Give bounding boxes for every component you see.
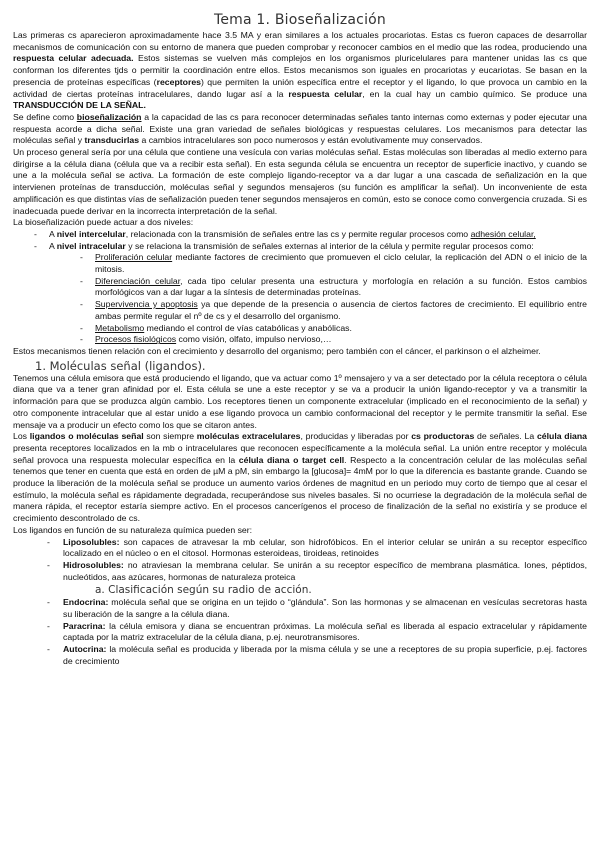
bullet-dash: - <box>47 597 50 608</box>
bullet-dash: - <box>80 334 83 345</box>
item-text: , relacionada con la transmisión de señales entre las cs y permite regular procesos como <box>125 228 471 239</box>
bullet-dash: - <box>47 620 50 631</box>
paragraph-text: presenta receptores localizados en la mb o intracelulares que reconocen específicamente a la molécula señal. La unión entre receptor y molécula señal provoca una respuesta molecular específica en la <box>13 442 587 465</box>
item-term: Liposolubles: <box>63 536 120 547</box>
list-item <box>13 229 587 241</box>
intro-text: Estos sistemas se vuelven más complejos en los organismos pluricelulares para mantener unidas las cs que conforman los diferentes tjds o permitir la coordinación entre ellos. Estos mecanismos son iguales en procariotas y eucariotas. Se basan en la presencia de proteínas específicas ( <box>13 53 587 87</box>
intro-emphasis: TRANSDUCCIÓN DE LA SEÑAL. <box>13 100 146 111</box>
item-text: molécula señal que se origina en un tejido o “glándula”. Son las hormonas y se almacenan en vesículas secretoras hasta su liberación de la sangre a la célula diana. <box>63 597 587 620</box>
item-text: ya que depende de la presencia o ausencia de ciertos factores de crecimiento. El equilibrio entre ambas permite regular el nº de cs y el desarrollo del organismo. <box>95 299 587 321</box>
list-item <box>13 276 587 299</box>
item-text: , cada tipo celular presenta una estructura y morfología en relación a su función. Estos cambios morfológicos van a dar lugar a la síntesis de determinadas proteínas. <box>95 275 587 298</box>
intro-emphasis: respuesta celular adecuada. <box>13 53 134 64</box>
list-item <box>13 644 587 667</box>
bullet-dash: - <box>34 240 37 251</box>
item-text: no atraviesan la membrana celular. Se unirán a su receptor específico de membrana plasmática. Iones, péptidos, nucleótidos, aas azúcares, hormonas de naturaleza proteica <box>63 559 587 582</box>
paragraph-text: Los <box>13 431 30 442</box>
item-text: la célula emisora y diana se encuentran próximas. La molécula señal es liberada al espacio extracelular y rápidamente captada por la matriz extracelular de la célula diana, p.ej. neurotransmisores. <box>63 620 587 643</box>
intro-emphasis: receptores <box>156 76 201 87</box>
section-heading: 1. Moléculas señal (ligandos). <box>35 358 206 373</box>
list-item <box>13 241 587 253</box>
item-text: y se relaciona la transmisión de señales externas al interior de la célula y permite regular procesos como: <box>125 240 534 251</box>
levels-list <box>13 229 587 252</box>
item-term: nivel intracelular <box>56 240 126 251</box>
item-text: A <box>49 228 57 239</box>
paragraph-emphasis: moléculas extracelulares <box>196 431 301 442</box>
list-item <box>13 537 587 560</box>
subsection-heading: a. Clasificación según su radio de acción. <box>95 584 312 597</box>
item-underline: adhesión celular, <box>470 228 536 239</box>
paragraph-emphasis: célula diana <box>536 431 587 442</box>
definition-text: a la capacidad de las cs para reconocer determinadas señales tanto internas como externas y poder ejecutar una respuesta acorde a dicha señal. Existe una gran variedad de señales biológicas y respuestas celulares. Los mecanismos para detectar las moléculas señal y <box>13 111 588 146</box>
intro-text: , en la cual hay un cambio químico. Se produce una <box>362 88 588 99</box>
item-term: Paracrina: <box>63 620 106 631</box>
action-radius-list <box>13 597 587 667</box>
item-text: la molécula señal es producida y liberada por la misma célula y se une a receptores de su propia superficie, p.ej. factores de crecimiento <box>63 644 587 666</box>
bullet-dash: - <box>47 559 50 570</box>
classification-intro: Los ligandos en función de su naturaleza química pueden ser: <box>13 524 253 535</box>
item-term: Endocrina: <box>63 597 109 608</box>
list-item <box>13 334 587 346</box>
definition-emphasis: transducirlas <box>84 135 140 146</box>
item-text: son capaces de atravesar la mb celular, son hidrofóbicos. En el interior celular se unirán a su receptor específico localizado en el núcleo o en el citosol. Hormonas esteroideas, tiroideas, retinoides <box>63 536 587 559</box>
definition-paragraph <box>13 112 587 147</box>
bullet-dash: - <box>80 252 83 263</box>
item-term: Proliferación celular <box>95 252 173 263</box>
list-item <box>13 621 587 644</box>
definition-text: a cambios intracelulares son poco numerosos y están evolutivamente muy conservados. <box>139 135 483 146</box>
item-term: Autocrina: <box>63 644 107 655</box>
item-term: Procesos fisiológicos <box>95 334 177 345</box>
item-text: A <box>49 240 57 251</box>
intro-emphasis: respuesta celular <box>288 88 363 99</box>
item-term: Hidrosolubles: <box>63 559 124 570</box>
list-item <box>13 597 587 620</box>
item-text: mediando el control de vías catabólicas y anabólicas. <box>144 322 352 333</box>
item-text: mediante factores de crecimiento que promueven el ciclo celular, la replicación del ADN o el inicio de la mitosis. <box>95 252 587 275</box>
bullet-dash: - <box>34 228 37 239</box>
paragraph-text: , producidas y liberadas por <box>300 431 412 442</box>
intro-text: Las primeras cs aparecieron aproximadamente hace 3.5 MA y eran similares a los actuales procariotas. Estas cs fueron capaces de desarrollar mecanismos de comunicación con su entorno de manera que pueden comprobar y reconocer cambios en el medio que las rodea, produciendo una <box>13 30 587 52</box>
processes-list <box>13 252 587 346</box>
document-title: Tema 1. Bioseñalización <box>213 12 386 28</box>
list-item <box>13 299 587 322</box>
mechanisms-note: Estos mecanismos tienen relación con el crecimiento y desarrollo del organismo; pero también con el cáncer, el parkinson o el alzheimer. <box>13 345 541 356</box>
bullet-dash: - <box>47 536 50 547</box>
list-item <box>13 560 587 583</box>
ligand-detail-paragraph <box>13 431 587 525</box>
ligand-paragraph: Tenemos una célula emisora que está produciendo el ligando, que va actuar como 1º mensajero y va a ser detectado por la célula receptora o célula diana que va a tener gran afinidad por el. Esta célula se une a este receptor y se va a producir la unión ligando-receptor y va a transmitir la información para que se produzca algún cambio. Los receptores tienen un componente extracelular (implicado en el reconocimiento de la señal) y otro componente intracelular que al estar unido a ese ligando provoca un cambio conformacional del receptor y le permite transmitir la señal. Ese mensaje va a producir un efecto como los que se citaron antes. <box>13 372 587 430</box>
item-term: nivel intercelular <box>56 228 126 239</box>
intro-paragraph <box>13 30 587 112</box>
item-term: Diferenciación celular <box>95 275 181 286</box>
chemical-nature-list <box>13 537 587 584</box>
paragraph-text: . Respecto a la concentración celular de las moléculas señal tenemos que tener en cuenta que está en orden de µM a pM, sin embargo la [glucosa]= 4mM por lo que la diferencia es bastante grande. Cuando se produce la liberación de la molécula señal se produce un aumento varios órdenes de magnitud en un periodo muy corto de tiempo que al cesar el estímulo, la molécula señal es rápidamente degradada, recuperándose sus niveles basales. Si no ocurriese la degradación de la molécula señal de manera rápida, el receptor estaría siempre activo. En el procesos cancerígenos el proceso de finalización de la señal no existiría y se produce el crecimiento descontrolado de cs. <box>13 454 587 524</box>
bullet-dash: - <box>80 275 83 286</box>
bullet-dash: - <box>80 322 83 333</box>
paragraph-text: son siempre <box>143 431 197 442</box>
paragraph-text: de señales. La <box>474 431 537 442</box>
list-item <box>13 323 587 335</box>
bullet-dash: - <box>80 299 83 310</box>
item-text: como visión, olfato, impulso nervioso,… <box>176 334 332 345</box>
definition-term: bioseñalización <box>76 111 142 122</box>
levels-intro: La bioseñalización puede actuar a dos niveles: <box>13 217 194 228</box>
item-term: Supervivencia y apoptosis <box>95 299 198 310</box>
paragraph-emphasis: cs productoras <box>411 431 475 442</box>
list-item <box>13 252 587 275</box>
paragraph-emphasis: ligandos o moléculas señal <box>29 431 144 442</box>
item-term: Metabolismo <box>95 322 145 333</box>
process-paragraph: Un proceso general sería por una célula que contiene una vesícula con varias moléculas señal. Estas moléculas son liberadas al medio externo para dirigirse a la célula diana (célula que va a recibir esta señal). En esta segunda célula se encuentra un receptor de superficie inactivo, y cuando se une a la molécula señal se activa. La formación de este complejo ligando-receptor va a dar lugar a una cascada de señalización en la que intervienen proteínas de transducción, moléculas señal y segundos mensajeros (su función es amplificar la señal). Un inconveniente de esta amplificación es que distintas vías de señalización pueden tener segundos mensajeros en común, esto se conoce como convergencia cruzada. Si es inadecuada puede derivar en la incorrecta interpretación de la señal. <box>13 147 587 216</box>
definition-text: Se define como <box>13 111 77 122</box>
paragraph-emphasis: célula diana o target cell <box>238 454 345 465</box>
intro-text: ) que permiten la unión específica entre el receptor y el ligando, lo que provoca un cambio en la actividad de ciertas proteínas intracelulares, dando lugar así a la <box>13 76 587 99</box>
bullet-dash: - <box>47 644 50 655</box>
